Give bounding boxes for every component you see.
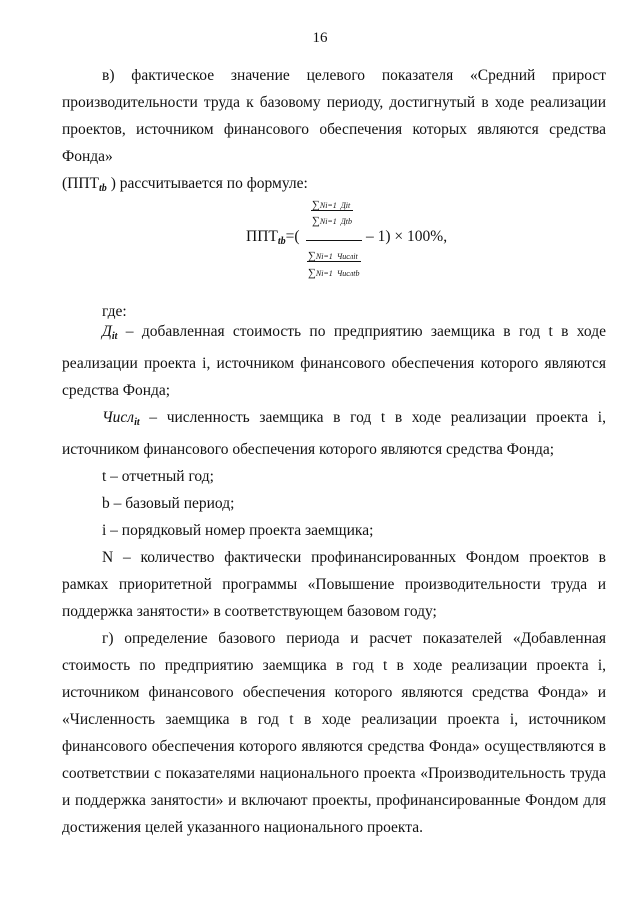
num-den: Д <box>340 217 346 226</box>
paragraph-g: г) определение базового периода и расчет показателей «Добавленная стоимость по предприятию заемщика в год t в ходе реализации проекта i, источником финансового обеспечения которого являются средства Фонда» и «Численность заемщика в год t в ходе реализации проекта i, источником финансового обеспечения которого являются средства Фонда» осуществляются в соответствии с показателями национального проекта «Производительность труда и поддержка занятости» и включают проекты, профинансированные Фондом для достижения целей указанного национального проекта. <box>62 630 606 836</box>
sum-lower: i=1 <box>321 269 333 278</box>
sum-sign: ∑ <box>308 267 316 279</box>
def-d-sym: Д <box>102 323 112 340</box>
ppt-sub: tb <box>99 183 107 194</box>
fraction-line-bottom <box>307 261 361 262</box>
def-n: N – количество фактически профинансированных Фондом проектов в рамках приоритетной программы «Повышение производительности труда и поддержка занятости» в соответствующем базовом году; <box>62 549 606 620</box>
num-den-sub: tb <box>345 217 353 226</box>
sum-top-2 <box>312 211 352 229</box>
den-num-sub: it <box>353 252 358 261</box>
den-den-sub: tb <box>353 269 360 278</box>
def-d-text: – добавленная стоимость по предприятию заемщика в год t в ходе реализации проекта i, источником финансового обеспечения которого являются средства Фонда; <box>62 323 606 399</box>
def-t: t – отчетный год; <box>102 468 214 485</box>
def-d <box>62 318 606 404</box>
def-ch-sub: it <box>134 417 140 428</box>
formula-lhs-text: ППТ <box>246 228 278 245</box>
formula-tail: – 1) × 100%, <box>366 228 448 245</box>
fraction-line-main <box>306 240 362 241</box>
sum-sign: ∑ <box>308 250 316 262</box>
paragraph-v <box>62 62 606 202</box>
sum-upper: N <box>315 269 322 278</box>
sum-lower: i=1 <box>325 217 337 226</box>
sum-upper: N <box>319 217 326 226</box>
sum-sign: ∑ <box>312 215 320 227</box>
def-d-sub: it <box>111 331 118 342</box>
gde-text: где: <box>102 303 127 320</box>
formula-lhs <box>246 228 300 247</box>
ppt-open: (ППТ <box>62 175 100 192</box>
sum-upper: N <box>315 252 322 261</box>
sum-lower: i=1 <box>321 252 333 261</box>
def-ch <box>62 404 606 463</box>
sum-upper: N <box>319 201 326 210</box>
paragraph-v-text: в) фактическое значение целевого показателя «Средний прирост производительности труда к базовому периоду, достигнутый в ходе реализации проектов, источником финансового обеспечения которых являются средства Фонда» <box>62 67 606 165</box>
sum-bot-2 <box>308 263 359 281</box>
sum-sign: ∑ <box>312 199 320 211</box>
den-den: Числ <box>336 269 354 278</box>
sum-lower: i=1 <box>325 201 337 210</box>
num-num: Д <box>340 201 346 210</box>
def-i: i – порядковый номер проекта заемщика; <box>102 522 374 539</box>
def-ch-sym: Числ <box>102 409 135 426</box>
def-ch-text: – численность заемщика в год t в ходе реализации проекта i, источником финансового обеспечения которого являются средства Фонда; <box>62 409 606 458</box>
ppt-rest: ) рассчитывается по формуле: <box>106 175 308 192</box>
page-number: 16 <box>312 30 328 46</box>
formula-lhs-sub: tb <box>277 236 286 247</box>
formula <box>0 197 640 297</box>
den-num: Числ <box>336 252 354 261</box>
def-b: b – базовый период; <box>102 495 235 512</box>
definitions <box>62 318 606 841</box>
formula-eq: =( <box>285 228 300 245</box>
num-num-sub: it <box>345 201 351 210</box>
